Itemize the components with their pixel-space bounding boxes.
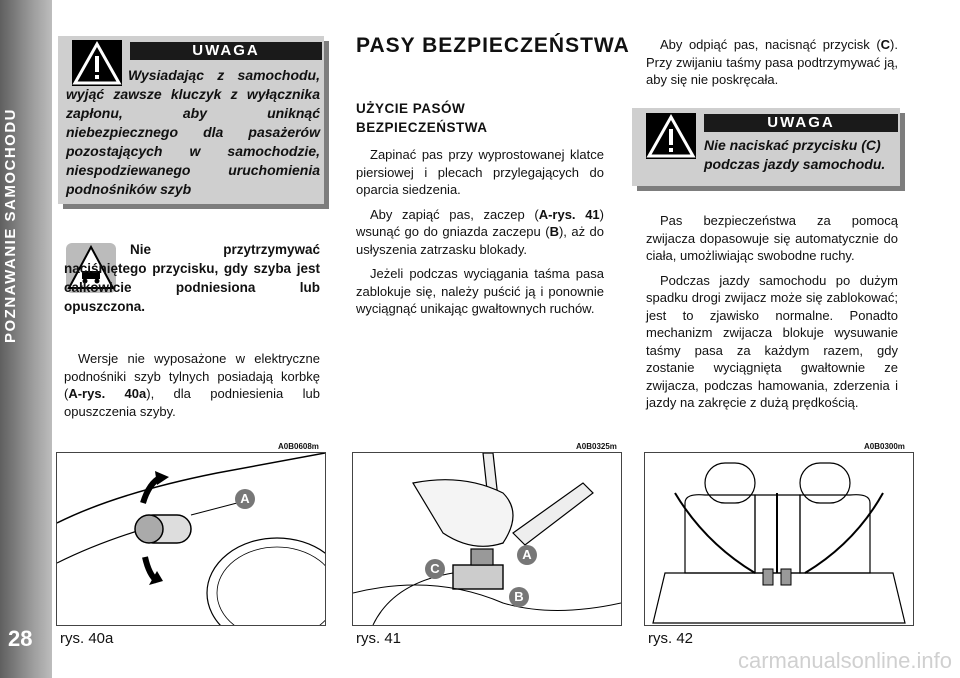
figure-caption: rys. 42 bbox=[648, 630, 694, 647]
figure-41 bbox=[352, 452, 622, 626]
text-part: ), aż do usłyszenia zatrzasku blokady. bbox=[356, 224, 604, 257]
figure-ref: C bbox=[880, 37, 891, 52]
section-subtitle: UŻYCIE PASÓW BEZPIECZEŃSTWA bbox=[356, 101, 488, 135]
warning-text: Nie naciskać przycisku (C) podczas jazdy samochodu. bbox=[704, 137, 886, 172]
left-paragraph bbox=[64, 350, 320, 427]
note-text: Nie przytrzymywać naciśniętego przycisku, gdy szyba jest całkowicie podniesiona lub opuszczona. bbox=[64, 242, 320, 314]
section-title-vertical: POZNAWANIE SAMOCHODU bbox=[2, 107, 19, 343]
warning-label: UWAGA bbox=[130, 42, 322, 60]
paragraph bbox=[646, 36, 898, 89]
text-part: ). Przy zwijaniu taśmy pasa podtrzymywać ją, aby się nie poskręcała. bbox=[646, 37, 898, 87]
warning-icon bbox=[646, 113, 696, 159]
figure-ref: A-rys. 41 bbox=[538, 206, 600, 222]
text-part: ) wsunąć go do gniazda zaczepu ( bbox=[356, 206, 604, 239]
paragraph: Jeżeli podczas wyciągania taśma pasa zablokuje się, należy puścić ją i ponownie wyciągnąć unikając gwałtownych ruchów. bbox=[356, 266, 604, 316]
figure-code: A0B0325m bbox=[576, 442, 617, 451]
warning-box-2 bbox=[632, 108, 900, 186]
warning-text: Wysiadając z samochodu, wyjąć zawsze kluczyk z wyłącznika zapłonu, aby uniknąć niebezpiecznego dla pasażerów pozostających w samochodzie, niespodziewanego uruchomienia podnośników szyb bbox=[66, 67, 320, 197]
middle-column bbox=[356, 146, 604, 325]
right-column-bottom bbox=[646, 212, 898, 419]
watermark: carmanualsonline.info bbox=[737, 648, 952, 673]
warning-box-1 bbox=[58, 36, 324, 204]
sidebar bbox=[0, 0, 52, 678]
section-title: PASY BEZPIECZEŃSTWA bbox=[356, 34, 630, 57]
label-a-marker: A bbox=[235, 489, 255, 509]
paragraph: Podczas jazdy samochodu po dużym spadku drogi zwijacz może się zablokować; jest to zjawisko normalne. Ponadto mechanizm zwijacza blokuje wysuwanie taśmy pasa za każdym razem, gdy zostanie wyciągnięta gwałtownie ze zwijacza, podczas hamowania, zderzenia i jazdy na zakręcie z dużą prędkością. bbox=[646, 272, 898, 410]
label-c-marker: C bbox=[425, 559, 445, 579]
text-part: Aby odpiąć pas, nacisnąć przycisk ( bbox=[660, 37, 881, 52]
figure-ref: A-rys. 40a bbox=[68, 386, 147, 401]
figure-40a bbox=[56, 452, 326, 626]
text-part: Wersje nie wyposażone w elektryczne podnośniki szyb tylnych posiadają korbkę ( bbox=[64, 351, 320, 401]
text-part: ), dla podniesienia lub opuszczenia szyby. bbox=[64, 386, 320, 419]
figure-caption: rys. 41 bbox=[356, 630, 402, 647]
figure-42 bbox=[644, 452, 914, 626]
figure-caption: rys. 40a bbox=[60, 630, 114, 647]
figure-code: A0B0608m bbox=[278, 442, 319, 451]
warning-label: UWAGA bbox=[704, 114, 898, 132]
page-number: 28 bbox=[8, 626, 33, 651]
text-part: Aby zapiąć pas, zaczep ( bbox=[370, 206, 539, 222]
label-a-marker: A bbox=[517, 545, 537, 565]
paragraph: Pas bezpieczeństwa za pomocą zwijacza dopasowuje się automatycznie do ciała, umożliwiając swobodne ruchy. bbox=[646, 213, 898, 263]
figure-ref: B bbox=[549, 224, 559, 239]
figure-code: A0B0300m bbox=[864, 442, 905, 451]
label-b-marker: B bbox=[509, 587, 529, 607]
right-column-top bbox=[646, 36, 898, 96]
paragraph bbox=[356, 206, 604, 259]
paragraph: Zapinać pas przy wyprostowanej klatce piersiowej i plecach przylegających do oparcia siedzenia. bbox=[356, 147, 604, 197]
